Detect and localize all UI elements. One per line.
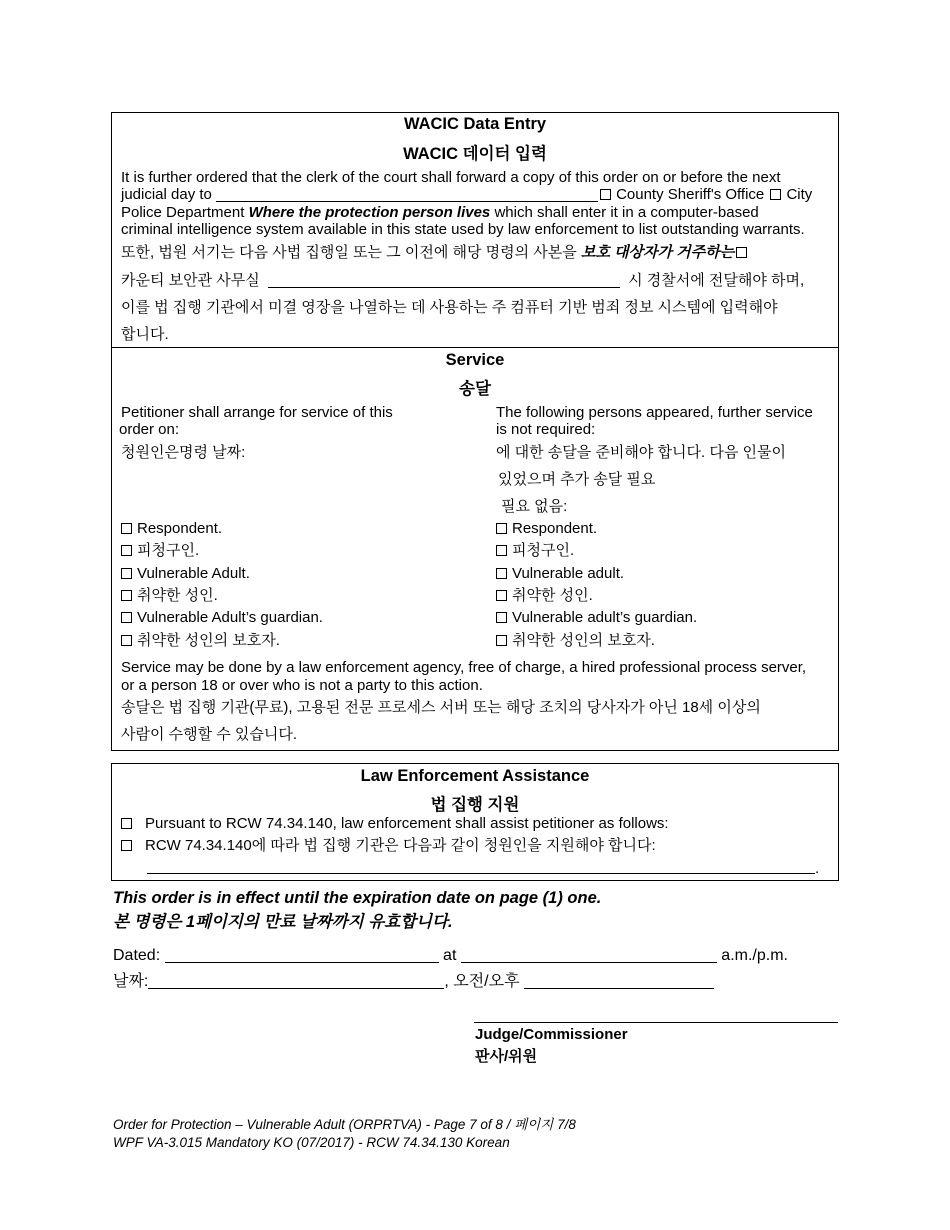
left-item-respondent[interactable] — [121, 520, 222, 537]
checkbox[interactable] — [121, 590, 132, 601]
judge-title-ko: 판사/위원 — [475, 1048, 538, 1065]
service-note-1: Service may be done by a law enforcement agency, free of charge, a hired professional process server, — [121, 659, 807, 676]
county-sheriff-checkbox[interactable] — [600, 189, 611, 200]
wacic-text-en-2 — [121, 186, 812, 203]
footer-line-1: Order for Protection – Vulnerable Adult (ORPRTVA) - Page 7 of 8 / 페이지 7/8 — [113, 1117, 576, 1132]
police-dept-label: Police Department — [121, 204, 249, 221]
item-label: 취약한 성인의 보호자. — [512, 632, 655, 649]
city-police-checkbox[interactable] — [770, 189, 781, 200]
petitioner-head-ko: 청원인은명령 날짜: — [121, 444, 246, 461]
law-end-period: . — [815, 860, 820, 877]
wacic-text-en-1: It is further ordered that the clerk of the court shall forward a copy of this order on or before the next — [121, 169, 781, 186]
county-sheriff-label: County Sheriff's Office — [616, 186, 765, 203]
appeared-head-ko-1: 에 대한 송달을 준비해야 합니다. 다음 인물이 — [496, 444, 786, 461]
left-item-guardian-ko[interactable] — [121, 632, 280, 649]
right-item-respondent[interactable] — [496, 520, 597, 537]
ko-county-checkbox[interactable] — [736, 247, 747, 258]
law-assist-blank[interactable] — [147, 873, 815, 874]
checkbox[interactable] — [121, 523, 132, 534]
checkbox[interactable] — [121, 545, 132, 556]
checkbox[interactable] — [496, 612, 507, 623]
at-label: at — [443, 947, 457, 964]
left-item-vulnerable-adult-ko[interactable] — [121, 587, 218, 604]
right-item-guardian[interactable] — [496, 609, 697, 626]
wacic-text-ko-4: 합니다. — [121, 326, 169, 343]
dated-row-ko — [113, 972, 714, 992]
ko-county-sheriff-label: 카운티 보안관 사무실 — [121, 272, 260, 289]
checkbox[interactable] — [496, 568, 507, 579]
wacic-text-en-4: criminal intelligence system available in this state used by law enforcement to list outstanding warrants. — [121, 221, 805, 238]
item-label: Vulnerable Adult. — [137, 565, 250, 582]
item-label: Vulnerable adult. — [512, 565, 625, 582]
footer-line-2: WPF VA-3.015 Mandatory KO (07/2017) - RCW 74.34.130 Korean — [113, 1135, 510, 1150]
item-label: 피청구인. — [137, 542, 200, 559]
item-label: 취약한 성인. — [137, 587, 218, 604]
ampm-label-ko: , 오전/오후 — [444, 973, 520, 990]
wacic-text-ko-2 — [121, 272, 804, 289]
checkbox[interactable] — [121, 635, 132, 646]
checkbox[interactable] — [496, 590, 507, 601]
appeared-head-ko-2: 있었으며 추가 송달 필요 — [498, 471, 656, 488]
checkbox[interactable] — [496, 635, 507, 646]
service-title-ko: 송달 — [459, 380, 491, 398]
right-item-vulnerable-adult[interactable] — [496, 565, 624, 582]
law-title-ko: 법 집행 지원 — [430, 796, 520, 814]
ko-county-blank[interactable] — [268, 273, 620, 288]
time-blank-ko[interactable] — [524, 973, 714, 989]
checkbox[interactable] — [121, 612, 132, 623]
judge-signature-line[interactable] — [474, 1022, 838, 1023]
wacic-text-ko-3: 이를 법 집행 기관에서 미결 영장을 나열하는 데 사용하는 주 컴퓨터 기반 범죄 정보 시스템에 입력해야 — [121, 299, 778, 316]
appeared-head-2: is not required: — [496, 421, 596, 438]
dated-label-ko: 날짜: — [113, 973, 149, 990]
item-label: Respondent. — [137, 520, 223, 537]
where-person-lives: Where the protection person lives — [248, 204, 491, 221]
petitioner-head-1: Petitioner shall arrange for service of this — [121, 404, 393, 421]
wacic-text-ko-1 — [121, 244, 752, 261]
ampm-label: a.m./p.m. — [721, 947, 788, 964]
date-blank-ko[interactable] — [148, 973, 444, 989]
dated-row — [113, 946, 788, 966]
left-item-guardian[interactable] — [121, 609, 323, 626]
judicial-day-blank[interactable] — [216, 187, 598, 202]
right-item-vulnerable-adult-ko[interactable] — [496, 587, 593, 604]
effect-statement: This order is in effect until the expiration date on page (1) one. — [113, 889, 602, 907]
wacic-title: WACIC Data Entry — [403, 115, 547, 133]
dated-label: Dated: — [113, 947, 161, 964]
checkbox[interactable] — [121, 568, 132, 579]
wacic-text-en-3 — [121, 204, 759, 221]
ko-order-text: 또한, 법원 서기는 다음 사법 집행일 또는 그 이전에 해당 명령의 사본을 — [121, 244, 581, 261]
enter-system-text: which shall enter it in a computer-based — [490, 204, 759, 221]
ko-where-person-lives: 보호 대상자가 거주하는 — [580, 244, 735, 261]
checkbox[interactable] — [496, 523, 507, 534]
item-label: Vulnerable Adult’s guardian. — [137, 609, 323, 626]
left-item-vulnerable-adult[interactable] — [121, 565, 250, 582]
judge-title: Judge/Commissioner — [475, 1026, 628, 1043]
service-note-ko-2: 사람이 수행할 수 있습니다. — [121, 726, 298, 743]
city-label: City — [786, 186, 813, 203]
item-label: 취약한 성인의 보호자. — [137, 632, 280, 649]
right-item-respondent-ko[interactable] — [496, 542, 574, 559]
right-item-guardian-ko[interactable] — [496, 632, 655, 649]
date-blank[interactable] — [165, 947, 439, 963]
item-label: 피청구인. — [512, 542, 575, 559]
wacic-title-ko: WACIC 데이터 입력 — [403, 145, 547, 163]
appeared-head-1: The following persons appeared, further service — [496, 404, 813, 421]
service-note-2: or a person 18 or over who is not a party to this action. — [121, 677, 483, 694]
law-item-1[interactable] — [121, 815, 669, 832]
petitioner-head-2: order on: — [119, 421, 180, 438]
item-label: Pursuant to RCW 74.34.140, law enforcement shall assist petitioner as follows: — [145, 815, 669, 832]
checkbox[interactable] — [121, 818, 132, 829]
item-label: RCW 74.34.140에 따라 법 집행 기관은 다음과 같이 청원인을 지원해야 합니다: — [145, 837, 656, 854]
item-label: 취약한 성인. — [512, 587, 593, 604]
service-title: Service — [445, 351, 505, 369]
law-item-2[interactable] — [121, 837, 656, 854]
service-note-ko-1: 송달은 법 집행 기관(무료), 고용된 전문 프로세스 서버 또는 해당 조치의 당사자가 아닌 18세 이상의 — [121, 699, 761, 716]
ko-city-police-label: 시 경찰서에 전달해야 하며, — [628, 272, 805, 289]
checkbox[interactable] — [121, 840, 132, 851]
time-blank[interactable] — [461, 947, 717, 963]
item-label: Respondent. — [512, 520, 598, 537]
item-label: Vulnerable adult’s guardian. — [512, 609, 698, 626]
effect-statement-ko: 본 명령은 1페이지의 만료 날짜까지 유효합니다. — [113, 913, 453, 931]
checkbox[interactable] — [496, 545, 507, 556]
appeared-head-ko-3: 필요 없음: — [501, 498, 568, 515]
left-item-respondent-ko[interactable] — [121, 542, 199, 559]
judicial-day-label: judicial day to — [121, 186, 212, 203]
law-title: Law Enforcement Assistance — [360, 767, 590, 785]
